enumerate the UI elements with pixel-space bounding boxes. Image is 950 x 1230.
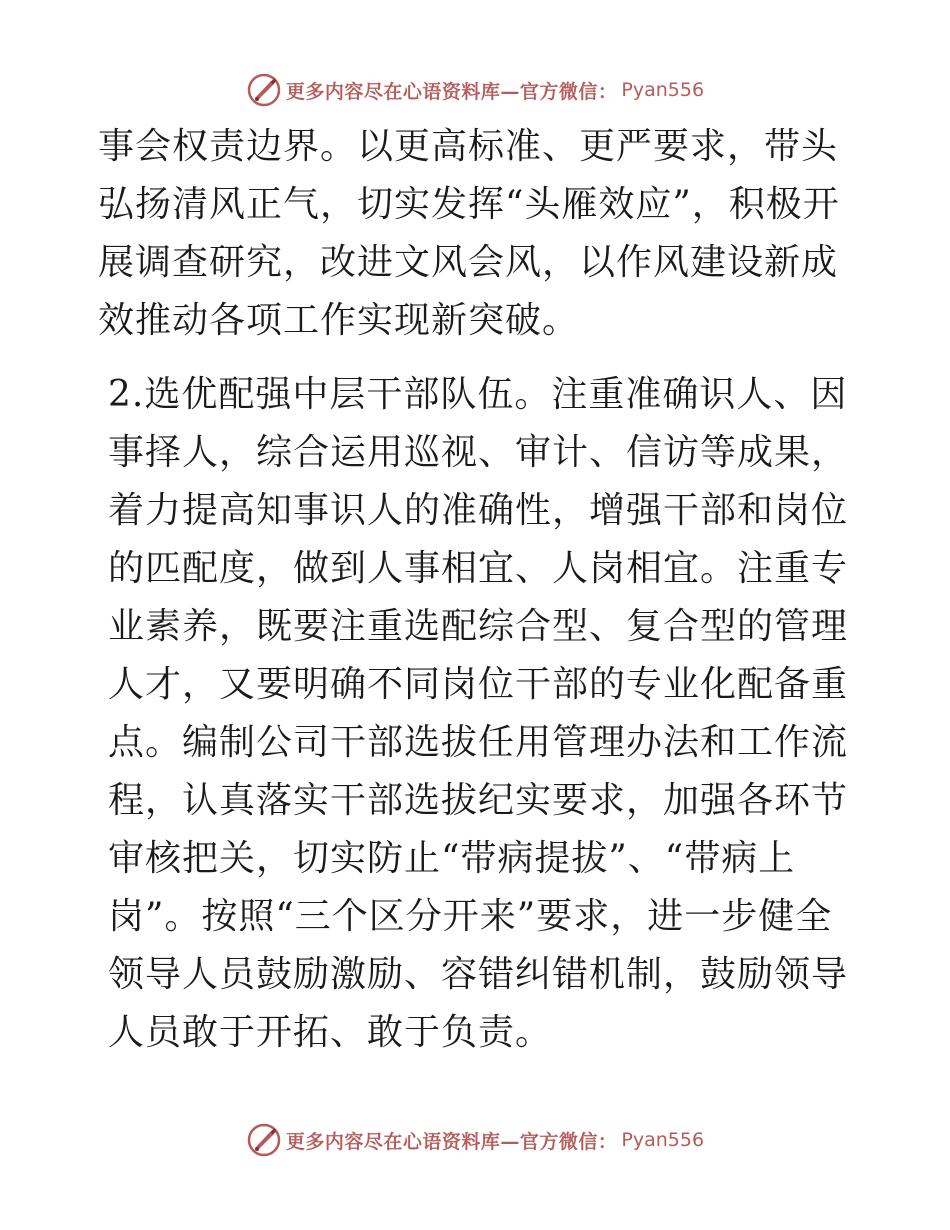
header-watermark-banner — [0, 70, 950, 110]
footer-watermark-banner — [0, 1120, 950, 1160]
quill-pen-logo-icon — [246, 72, 282, 108]
watermark-text: 更多内容尽在心语资料库—官方微信： — [285, 80, 618, 103]
paragraph-1: 事会权责边界。以更高标准、更严要求，带头弘扬清风正气，切实发挥“头雁效应”，积极开展调查研究，改进文风会风，以作风建设新成效推动各项工作实现新突破。 — [98, 126, 840, 341]
watermark-text: 更多内容尽在心语资料库—官方微信： — [285, 1130, 618, 1153]
wechat-id: Pyan556 — [621, 79, 705, 101]
wechat-id: Pyan556 — [621, 1129, 705, 1151]
paragraph-2: 2.选优配强中层干部队伍。注重准确识人、因事择人，综合运用巡视、审计、信访等成果，着力提高知事识人的准确性，增强干部和岗位的匹配度，做到人事相宜、人岗相宜。注重专业素养，既要注重选配综合型、复合型的管理人才，又要明确不同岗位干部的专业化配备重点。编制公司干部选拔任用管理办法和工作流程，认真落实干部选拔纪实要求，加强各环节审核把关，切实防止“带病提拔”、“带病上岗”。按照“三个区分开来”要求，进一步健全领导人员鼓励激励、容错纠错机制，鼓励领导人员敢于开拓、敢于负责。 — [108, 374, 849, 1053]
quill-pen-logo-icon — [246, 1122, 282, 1158]
document-body — [98, 118, 850, 1062]
